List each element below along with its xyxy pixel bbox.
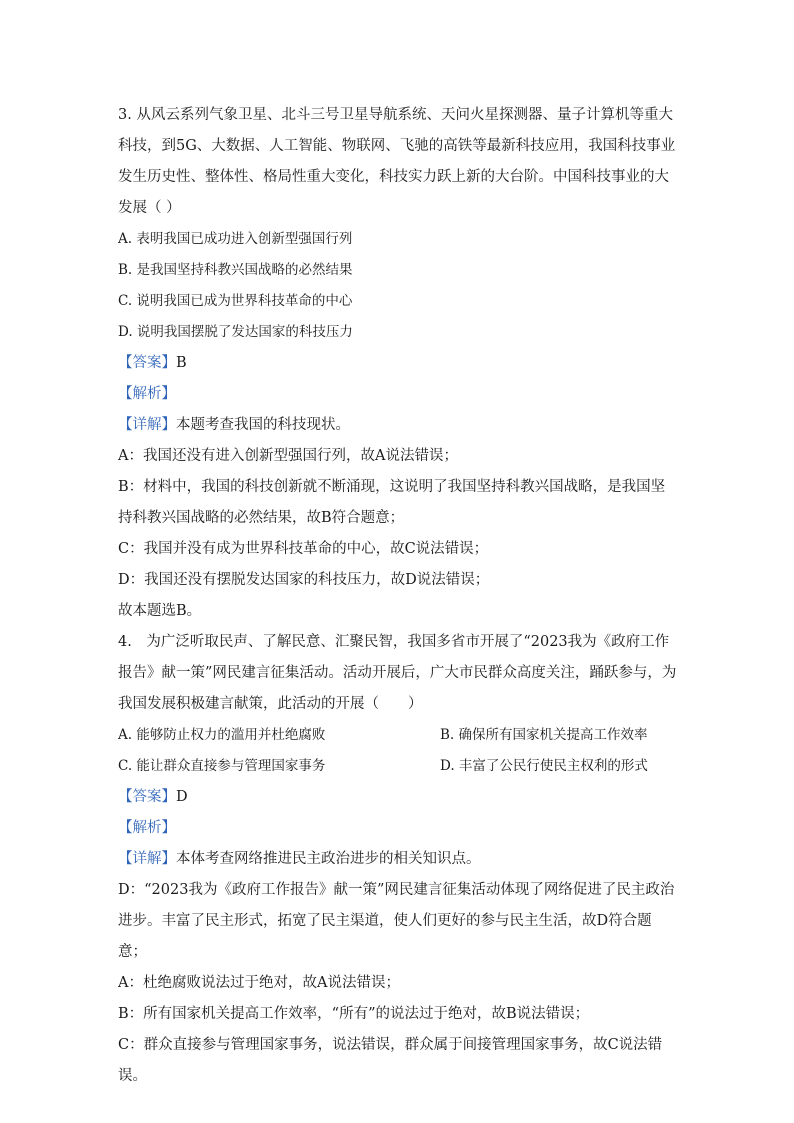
question-4-explanation-a: A：杜绝腐败说法过于绝对，故A说法错误； bbox=[118, 975, 400, 991]
detail-tag: 【详解】 bbox=[118, 417, 176, 433]
question-3-option-d: D. 说明我国摆脱了发达国家的科技压力 bbox=[118, 324, 353, 340]
question-4-explanation-b: B：所有国家机关提高工作效率，“所有”的说法过于绝对，故B说法错误； bbox=[118, 1006, 590, 1022]
question-3-explanation-b: B：材料中，我国的科技创新就不断涌现，这说明了我国坚持科教兴国战略，是我国坚持科教兴国战略的必然结果，故B符合题意； bbox=[118, 479, 666, 526]
answer-value: B bbox=[176, 355, 187, 371]
question-4-stem: 4. 为广泛听取民声、了解民意、汇聚民智，我国多省市开展了“2023我为《政府工作报告》献一策”网民建言征集活动。活动开展后，广大市民群众高度关注，踊跃参与，为我国发展积极建言献策，此活动的开展（ ） bbox=[118, 634, 677, 712]
question-4-explanation-d: D：“2023我为《政府工作报告》献一策”网民建言征集活动体现了网络促进了民主政治进步。丰富了民主形式，拓宽了民主渠道，使人们更好的参与民主生活，故D符合题意； bbox=[118, 882, 675, 960]
detail-intro: 本体考查网络推进民主政治进步的相关知识点。 bbox=[176, 851, 481, 867]
question-4-detail bbox=[118, 844, 678, 875]
answer-tag: 【答案】 bbox=[118, 789, 176, 805]
question-4-option-c: C. 能让群众直接参与管理国家事务 bbox=[118, 758, 326, 774]
question-3-stem: 3. 从风云系列气象卫星、北斗三号卫星导航系统、天问火星探测器、量子计算机等重大科技，到5G、大数据、人工智能、物联网、飞驰的高铁等最新科技应用，我国科技事业发生历史性、整体性、格局性重大变化，科技实力跃上新的大台阶。中国科技事业的大发展（ ） bbox=[118, 107, 676, 216]
question-4-explanation-c: C：群众直接参与管理国家事务，说法错误，群众属于间接管理国家事务，故C说法错误。 bbox=[118, 1037, 663, 1084]
detail-intro: 本题考查我国的科技现状。 bbox=[176, 417, 350, 433]
question-4-option-b: B. 确保所有国家机关提高工作效率 bbox=[440, 727, 648, 743]
question-3-option-a: A. 表明我国已成功进入创新型强国行列 bbox=[118, 231, 353, 247]
question-3-detail bbox=[118, 410, 678, 441]
question-4-option-d: D. 丰富了公民行使民主权利的形式 bbox=[440, 758, 648, 774]
question-3-explanation-c: C：我国并没有成为世界科技革命的中心，故C说法错误； bbox=[118, 541, 489, 557]
question-3-answer bbox=[118, 348, 678, 379]
question-3-analysis bbox=[118, 379, 678, 410]
analysis-tag: 【解析】 bbox=[118, 820, 176, 836]
detail-tag: 【详解】 bbox=[118, 851, 176, 867]
answer-value: D bbox=[176, 789, 188, 805]
question-4 bbox=[118, 627, 678, 1092]
question-4-answer bbox=[118, 782, 678, 813]
question-3 bbox=[118, 100, 678, 627]
answer-tag: 【答案】 bbox=[118, 355, 176, 371]
question-3-option-c: C. 说明我国已成为世界科技革命的中心 bbox=[118, 293, 353, 309]
question-3-conclusion: 故本题选B。 bbox=[118, 603, 202, 619]
question-4-options-row-2 bbox=[118, 751, 678, 782]
document-page bbox=[118, 100, 678, 1092]
question-4-option-a: A. 能够防止权力的滥用并杜绝腐败 bbox=[118, 727, 326, 743]
question-3-explanation-d: D：我国还没有摆脱发达国家的科技压力，故D说法错误； bbox=[118, 572, 490, 588]
question-4-options-row-1 bbox=[118, 720, 678, 751]
analysis-tag: 【解析】 bbox=[118, 386, 176, 402]
question-3-option-b: B. 是我国坚持科教兴国战略的必然结果 bbox=[118, 262, 353, 278]
question-3-explanation-a: A：我国还没有进入创新型强国行列，故A说法错误； bbox=[118, 448, 458, 464]
question-4-analysis bbox=[118, 813, 678, 844]
